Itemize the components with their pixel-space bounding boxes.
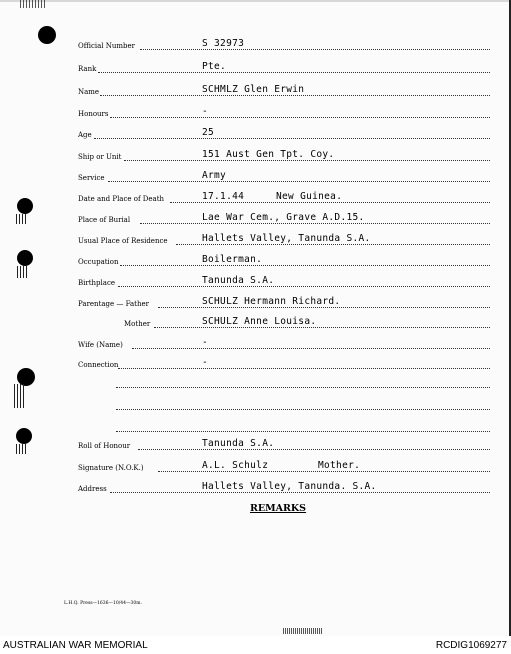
father-row bbox=[78, 296, 499, 314]
mother-row bbox=[78, 316, 499, 334]
official-number-row bbox=[78, 38, 499, 56]
ship-or-unit-row bbox=[78, 149, 499, 167]
torn-edge-5 bbox=[16, 444, 26, 454]
age-label: Age bbox=[78, 131, 92, 139]
mother-value: SCHULZ Anne Louisa. bbox=[202, 316, 317, 327]
wife-row bbox=[78, 337, 499, 355]
signature-relation-value: Mother. bbox=[318, 460, 361, 471]
punch-hole-2 bbox=[17, 198, 33, 214]
residence-value: Hallets Valley, Tanunda S.A. bbox=[202, 233, 371, 244]
official-number-label: Official Number bbox=[78, 42, 135, 50]
birthplace-row bbox=[78, 275, 499, 293]
father-label: Parentage — Father bbox=[78, 300, 149, 308]
death-place-value: New Guinea. bbox=[276, 191, 343, 202]
death-date-value: 17.1.44 bbox=[202, 191, 245, 202]
service-value: Army bbox=[202, 170, 227, 181]
residence-label: Usual Place of Residence bbox=[78, 237, 168, 245]
roll-of-honour-label: Roll of Honour bbox=[78, 442, 131, 450]
roll-of-honour-value: Tanunda S.A. bbox=[202, 438, 275, 449]
rank-value: Pte. bbox=[202, 61, 227, 72]
burial-label: Place of Burial bbox=[78, 216, 131, 224]
torn-edge-3 bbox=[17, 266, 27, 278]
name-label: Name bbox=[78, 88, 100, 96]
blank-line-2 bbox=[116, 409, 490, 410]
father-value: SCHULZ Hermann Richard. bbox=[202, 296, 341, 307]
footer-record-id: RCDIG1069277 bbox=[435, 640, 507, 651]
address-row bbox=[78, 481, 499, 499]
scan-mark-bottom bbox=[283, 628, 323, 634]
punch-hole-3 bbox=[17, 250, 33, 266]
roll-of-honour-row bbox=[78, 438, 499, 456]
punch-hole-5 bbox=[16, 428, 32, 444]
wife-value: - bbox=[202, 337, 209, 348]
connection-value: - bbox=[202, 357, 209, 368]
death-label: Date and Place of Death bbox=[78, 195, 165, 203]
printer-note: L.H.Q. Press—1636—10/44—30m. bbox=[64, 601, 142, 606]
remarks-heading: REMARKS bbox=[250, 503, 307, 514]
address-label: Address bbox=[78, 485, 107, 493]
torn-edge-2 bbox=[16, 214, 26, 224]
scan-mark-top bbox=[20, 0, 46, 8]
ship-or-unit-label: Ship or Unit bbox=[78, 153, 122, 161]
residence-row bbox=[78, 233, 499, 251]
signature-label: Signature (N.O.K.) bbox=[78, 464, 144, 472]
signature-row bbox=[78, 460, 499, 478]
occupation-value: Boilerman. bbox=[202, 254, 263, 265]
rank-label: Rank bbox=[78, 65, 97, 73]
burial-row bbox=[78, 212, 499, 230]
honours-value: - bbox=[202, 106, 209, 117]
footer-source: AUSTRALIAN WAR MEMORIAL bbox=[3, 640, 148, 651]
punch-hole-top bbox=[38, 26, 56, 44]
signature-name-value: A.L. Schulz bbox=[202, 460, 269, 471]
connection-label: Connection bbox=[78, 361, 119, 369]
service-label: Service bbox=[78, 174, 105, 182]
name-row bbox=[78, 84, 499, 102]
honours-row bbox=[78, 106, 499, 124]
connection-row bbox=[78, 357, 499, 375]
mother-label: Mother bbox=[124, 320, 151, 328]
birthplace-value: Tanunda S.A. bbox=[202, 275, 275, 286]
wife-label: Wife (Name) bbox=[78, 341, 123, 349]
ship-or-unit-value: 151 Aust Gen Tpt. Coy. bbox=[202, 149, 335, 160]
address-value: Hallets Valley, Tanunda. S.A. bbox=[202, 481, 377, 492]
name-value: SCHMLZ Glen Erwin bbox=[202, 84, 305, 95]
birthplace-label: Birthplace bbox=[78, 279, 116, 287]
official-number-value: S 32973 bbox=[202, 38, 245, 49]
burial-value: Lae War Cem., Grave A.D.15. bbox=[202, 212, 365, 223]
service-row bbox=[78, 170, 499, 188]
occupation-label: Occupation bbox=[78, 258, 119, 266]
blank-line-1 bbox=[116, 387, 490, 388]
archive-footer bbox=[0, 638, 511, 654]
scan-edge-top bbox=[0, 0, 511, 2]
age-row bbox=[78, 127, 499, 145]
rank-row bbox=[78, 61, 499, 79]
honours-label: Honours bbox=[78, 110, 109, 118]
torn-edge-4 bbox=[14, 384, 24, 408]
occupation-row bbox=[78, 254, 499, 272]
age-value: 25 bbox=[202, 127, 215, 138]
death-row bbox=[78, 191, 499, 209]
blank-line-3 bbox=[116, 431, 490, 432]
